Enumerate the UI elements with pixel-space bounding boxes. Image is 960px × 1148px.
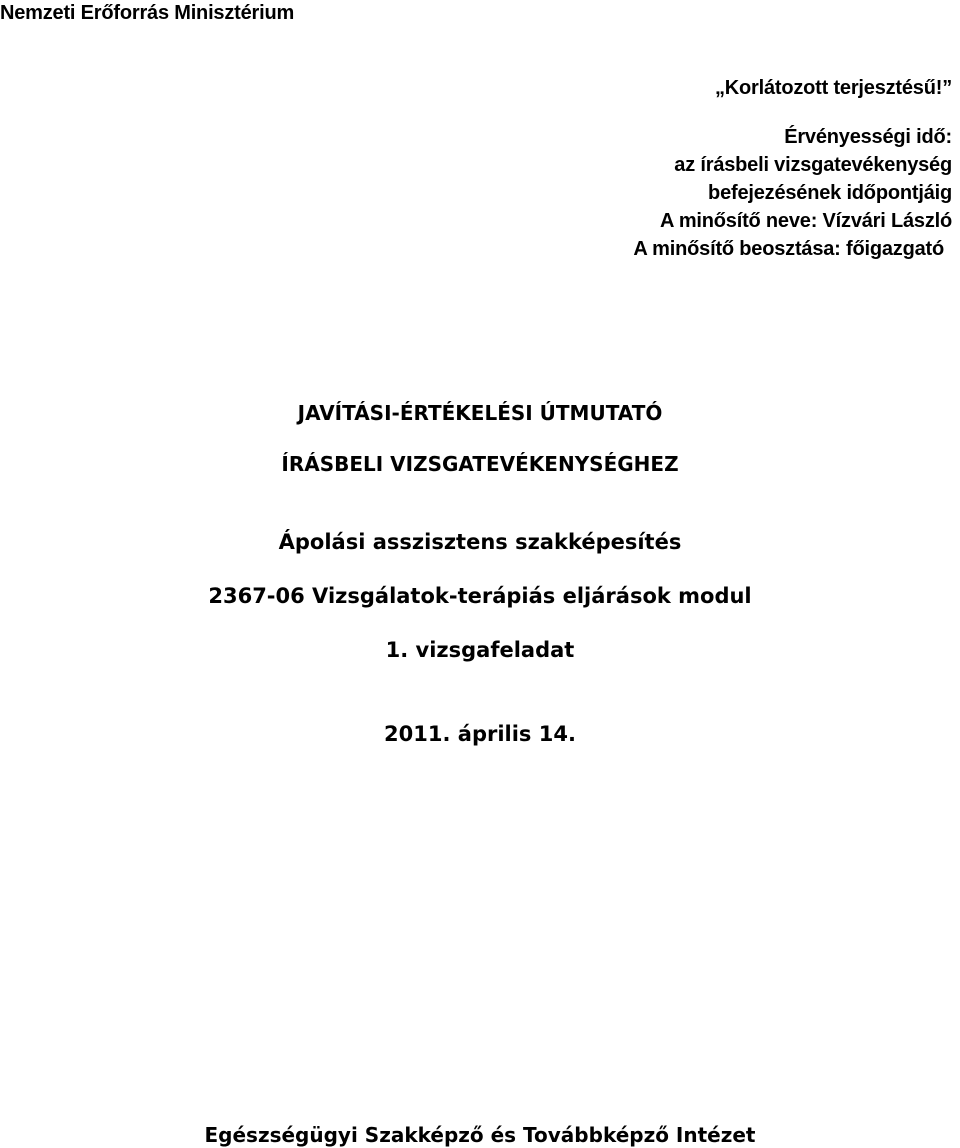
document-subtitle: ÍRÁSBELI VIZSGATEVÉKENYSÉGHEZ (281, 452, 679, 476)
classifier-name: A minősítő neve: Vízvári László (659, 210, 952, 232)
validity-line: Érvényességi idő: (784, 126, 952, 148)
module-name: 2367-06 Vizsgálatok-terápiás eljárások modul (208, 584, 752, 608)
ministry-name: Nemzeti Erőforrás Minisztérium (0, 2, 295, 24)
document-title: JAVÍTÁSI-ÉRTÉKELÉSI ÚTMUTATÓ (297, 401, 663, 425)
qualification-name: Ápolási asszisztens szakképesítés (278, 530, 682, 554)
validity-block (633, 123, 952, 263)
restriction-block (715, 74, 952, 102)
exam-date: 2011. április 14. (384, 722, 576, 746)
validity-line: az írásbeli vizsgatevékenység (674, 154, 952, 176)
restriction-label: „Korlátozott terjesztésű!” (714, 77, 952, 99)
exam-task: 1. vizsgafeladat (385, 638, 575, 662)
validity-line: befejezésének időpontjáig (708, 182, 952, 204)
classifier-position: A minősítő beosztása: főigazgató (633, 238, 944, 260)
institute-name: Egészségügyi Szakképző és Továbbképző Intézet (204, 1123, 756, 1147)
